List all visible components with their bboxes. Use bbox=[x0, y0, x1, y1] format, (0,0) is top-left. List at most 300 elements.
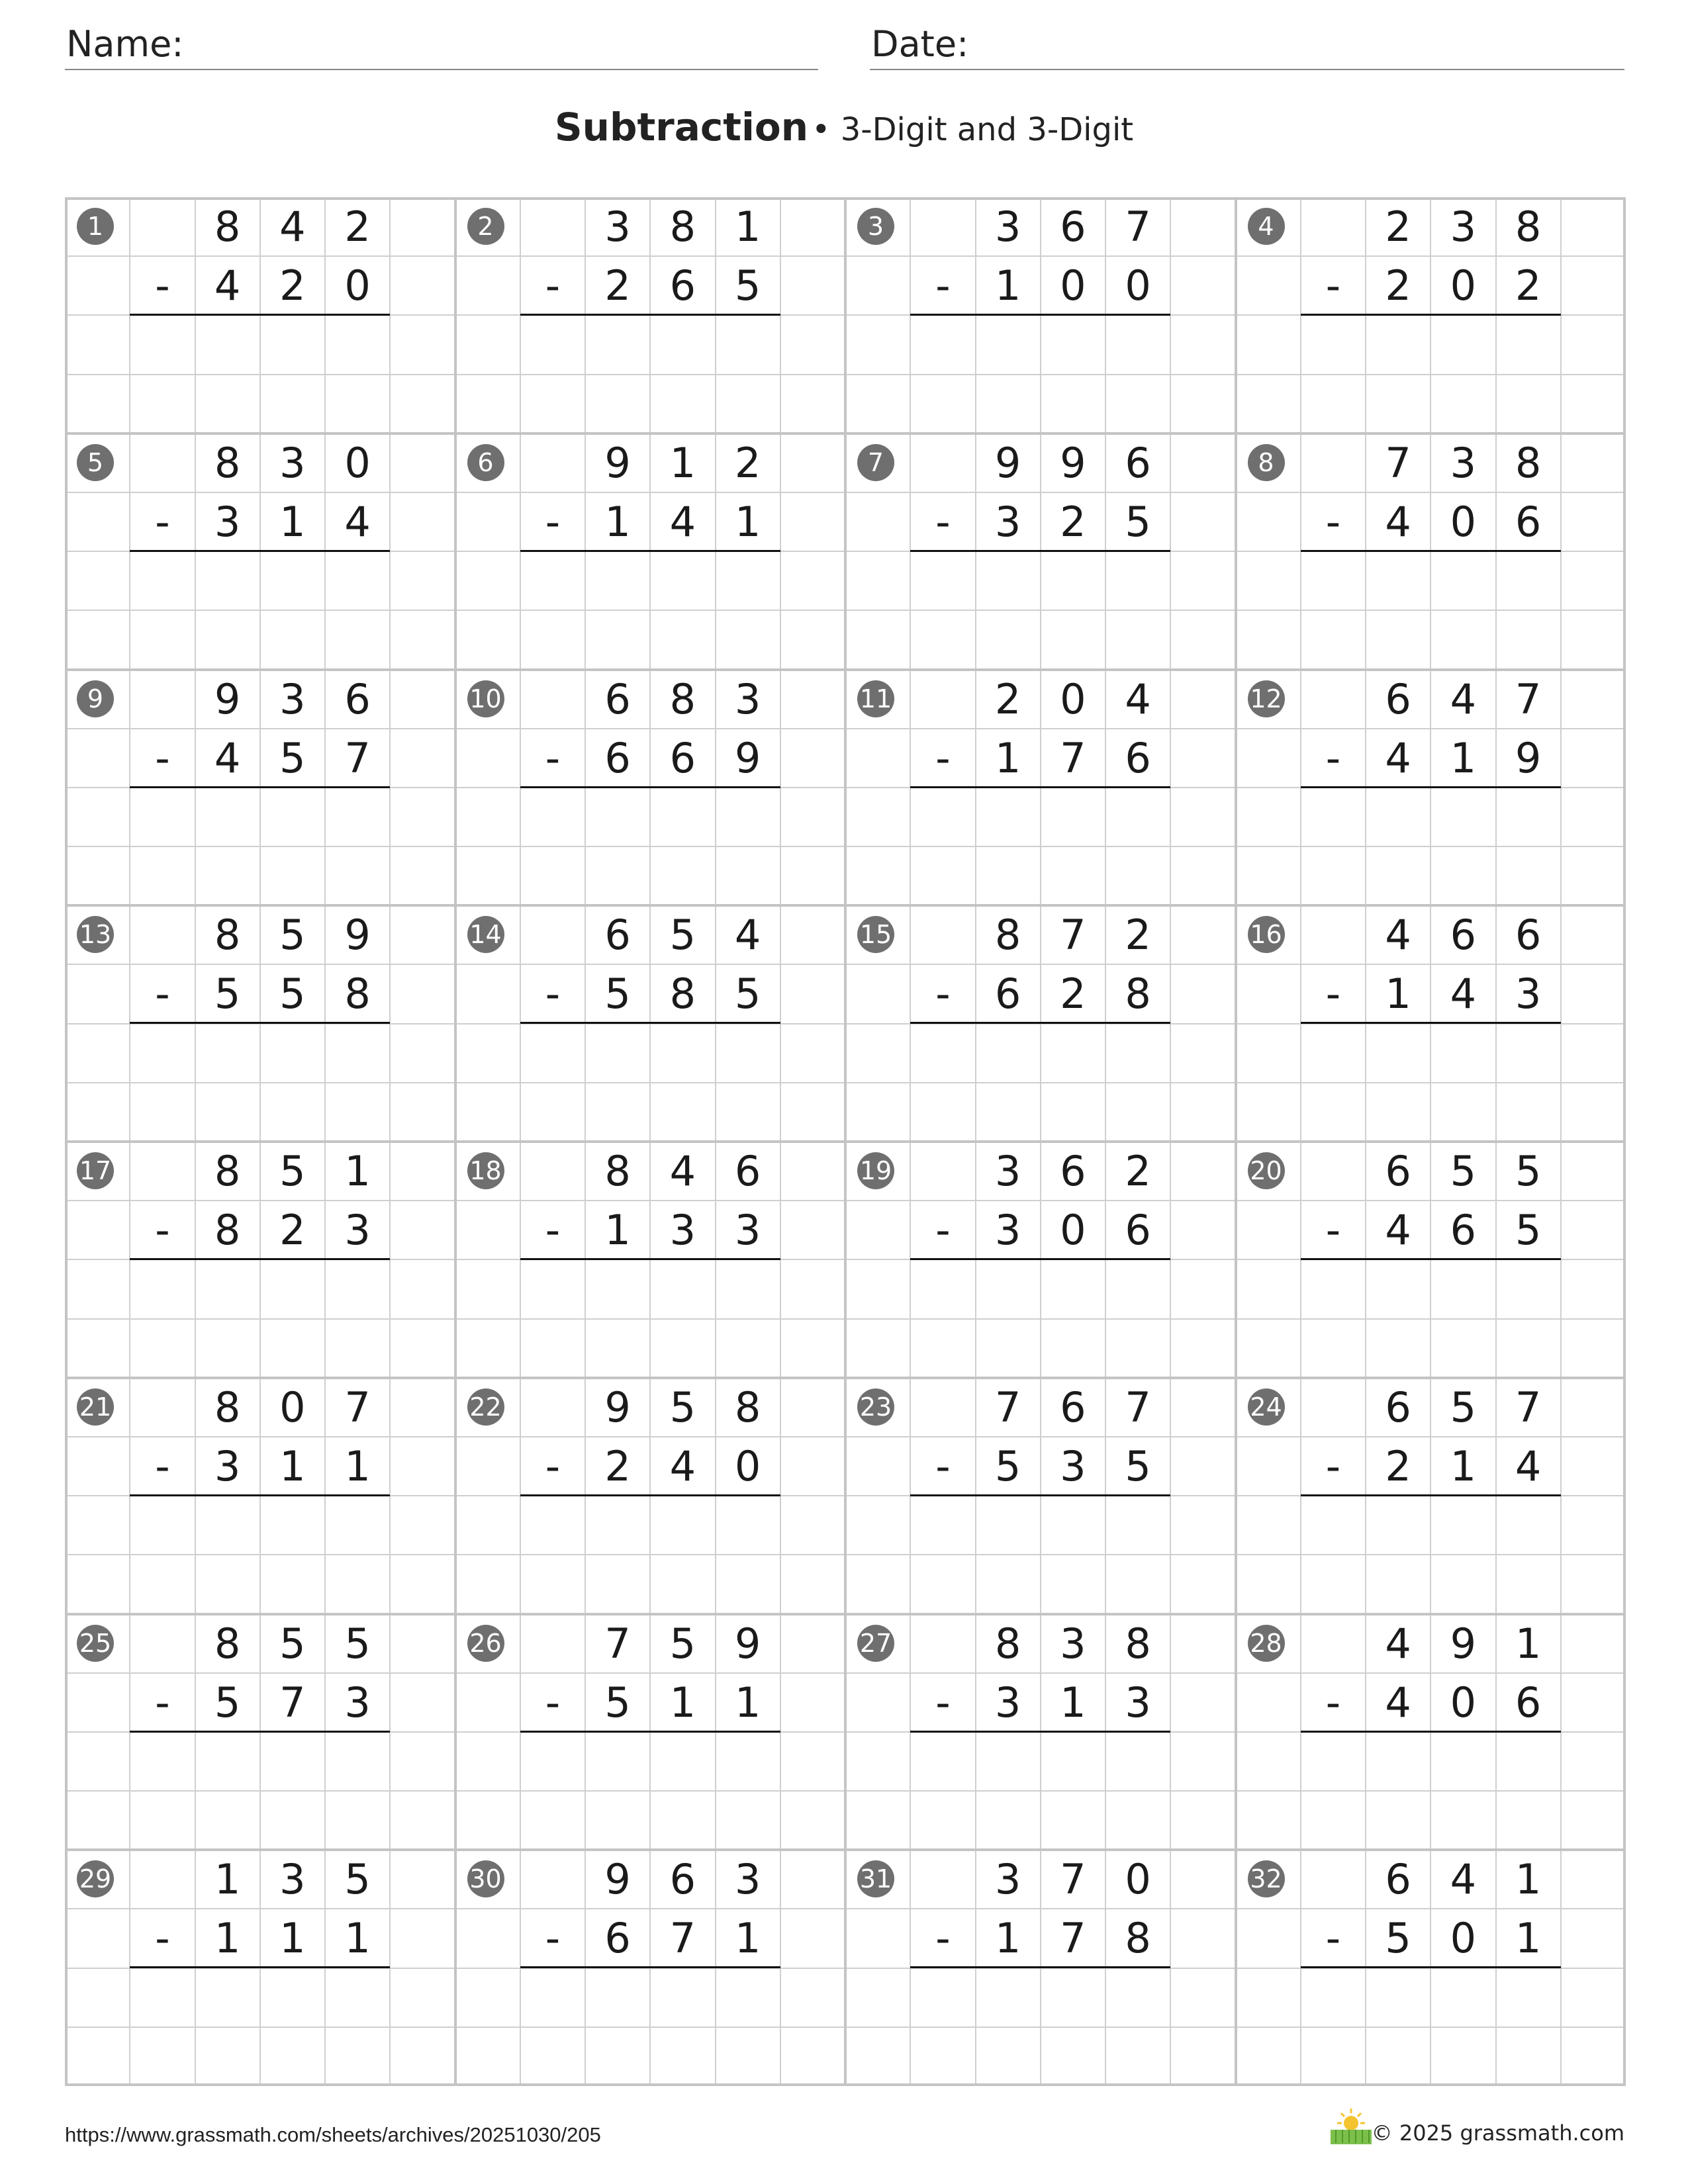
date-label: Date: bbox=[871, 23, 969, 65]
subtrahend-digit: 5 bbox=[734, 970, 761, 1019]
answer-area[interactable] bbox=[1301, 788, 1561, 905]
subtrahend-digit: 3 bbox=[344, 1206, 371, 1255]
subtrahend-digit: 6 bbox=[994, 970, 1021, 1019]
answer-area[interactable] bbox=[520, 315, 780, 433]
problem-19 bbox=[845, 1142, 1236, 1378]
answer-area[interactable] bbox=[130, 551, 390, 669]
minuend-digit: 6 bbox=[1060, 203, 1086, 251]
subtrahend-digit: 0 bbox=[1125, 261, 1151, 310]
answer-area[interactable] bbox=[130, 1732, 390, 1850]
minuend-digit: 8 bbox=[604, 1147, 631, 1195]
subtrahend-digit: 2 bbox=[1060, 970, 1086, 1019]
minuend-digit: 6 bbox=[734, 1147, 761, 1195]
problem-number-badge: 14 bbox=[467, 916, 504, 953]
problem-16 bbox=[1236, 905, 1626, 1142]
problem-22 bbox=[455, 1378, 846, 1614]
problem-24 bbox=[1236, 1378, 1626, 1614]
subtrahend-digit: 8 bbox=[344, 970, 371, 1019]
problem-number-badge: 25 bbox=[77, 1625, 114, 1662]
name-label: Name: bbox=[66, 23, 184, 65]
worksheet-title bbox=[0, 105, 1688, 150]
subtrahend-digit: 8 bbox=[1125, 1914, 1151, 1963]
minuend-digit: 8 bbox=[1515, 203, 1542, 251]
answer-area[interactable] bbox=[520, 1259, 780, 1377]
minuend-digit: 6 bbox=[669, 1855, 696, 1904]
minus-sign: - bbox=[155, 970, 170, 1019]
minuend-digit: 7 bbox=[1060, 1855, 1086, 1904]
subtrahend-digit: 6 bbox=[669, 733, 696, 782]
subtrahend-digit: 4 bbox=[1450, 970, 1477, 1019]
answer-area[interactable] bbox=[910, 1496, 1170, 1614]
minuend-digit: 5 bbox=[344, 1855, 371, 1904]
answer-area[interactable] bbox=[520, 1496, 780, 1614]
minuend-digit: 9 bbox=[214, 674, 241, 723]
problem-number-badge: 2 bbox=[467, 208, 504, 245]
minuend-digit: 9 bbox=[604, 438, 631, 487]
answer-area[interactable] bbox=[520, 788, 780, 905]
minuend-digit: 5 bbox=[1515, 1147, 1542, 1195]
minuend-digit: 8 bbox=[214, 438, 241, 487]
minuend-digit: 6 bbox=[604, 911, 631, 960]
minuend-digit: 0 bbox=[279, 1383, 306, 1432]
minuend-digit: 9 bbox=[604, 1383, 631, 1432]
minuend-digit: 6 bbox=[1450, 911, 1477, 960]
subtrahend-digit: 6 bbox=[1515, 497, 1542, 546]
answer-area[interactable] bbox=[1301, 315, 1561, 433]
problem-number-badge: 27 bbox=[857, 1625, 894, 1662]
minus-sign: - bbox=[935, 1678, 951, 1727]
answer-area[interactable] bbox=[1301, 1732, 1561, 1850]
problem-4 bbox=[1236, 197, 1626, 433]
minuend-digit: 8 bbox=[669, 203, 696, 251]
minuend-digit: 9 bbox=[604, 1855, 631, 1904]
minuend-digit: 9 bbox=[1060, 438, 1086, 487]
subtrahend-digit: 0 bbox=[1450, 1678, 1477, 1727]
problem-number-badge: 31 bbox=[857, 1860, 894, 1897]
problem-14 bbox=[455, 905, 846, 1142]
subtrahend-digit: 0 bbox=[344, 261, 371, 310]
problem-23 bbox=[845, 1378, 1236, 1614]
problem-number-badge: 8 bbox=[1248, 444, 1285, 481]
minuend-digit: 8 bbox=[214, 1147, 241, 1195]
subtrahend-digit: 8 bbox=[214, 1206, 241, 1255]
subtrahend-digit: 2 bbox=[1385, 261, 1411, 310]
minuend-digit: 8 bbox=[669, 674, 696, 723]
problem-29 bbox=[65, 1850, 455, 2086]
minuend-digit: 3 bbox=[734, 674, 761, 723]
answer-area[interactable] bbox=[910, 1732, 1170, 1850]
problem-number-badge: 15 bbox=[857, 916, 894, 953]
grass-sun-logo-icon bbox=[1328, 2106, 1374, 2146]
problem-2 bbox=[455, 197, 846, 433]
minuend-digit: 6 bbox=[1385, 1147, 1411, 1195]
minus-sign: - bbox=[155, 1206, 170, 1255]
answer-area[interactable] bbox=[130, 315, 390, 433]
subtrahend-digit: 4 bbox=[1385, 1206, 1411, 1255]
subtrahend-digit: 0 bbox=[1450, 1914, 1477, 1963]
minuend-digit: 1 bbox=[344, 1147, 371, 1195]
subtrahend-digit: 3 bbox=[1125, 1678, 1151, 1727]
minus-sign: - bbox=[935, 261, 951, 310]
minus-sign: - bbox=[935, 1914, 951, 1963]
subtrahend-digit: 2 bbox=[1385, 1441, 1411, 1490]
minuend-digit: 1 bbox=[734, 203, 761, 251]
minus-sign: - bbox=[935, 1206, 951, 1255]
problem-18 bbox=[455, 1142, 846, 1378]
minuend-digit: 5 bbox=[279, 1147, 306, 1195]
subtrahend-digit: 3 bbox=[344, 1678, 371, 1727]
minuend-digit: 1 bbox=[214, 1855, 241, 1904]
subtrahend-digit: 6 bbox=[1450, 1206, 1477, 1255]
subtrahend-digit: 0 bbox=[1060, 261, 1086, 310]
subtrahend-digit: 7 bbox=[344, 733, 371, 782]
subtrahend-digit: 5 bbox=[279, 733, 306, 782]
minuend-digit: 8 bbox=[994, 911, 1021, 960]
minus-sign: - bbox=[935, 733, 951, 782]
minuend-digit: 3 bbox=[994, 1855, 1021, 1904]
answer-area[interactable] bbox=[130, 1496, 390, 1614]
minus-sign: - bbox=[155, 1678, 170, 1727]
subtrahend-digit: 0 bbox=[734, 1441, 761, 1490]
problem-3 bbox=[845, 197, 1236, 433]
problem-number-badge: 7 bbox=[857, 444, 894, 481]
problem-11 bbox=[845, 670, 1236, 906]
minuend-digit: 9 bbox=[734, 1619, 761, 1668]
minuend-digit: 7 bbox=[1385, 438, 1411, 487]
subtrahend-digit: 5 bbox=[604, 970, 631, 1019]
subtrahend-digit: 1 bbox=[344, 1441, 371, 1490]
minuend-digit: 1 bbox=[669, 438, 696, 487]
problem-number-badge: 30 bbox=[467, 1860, 504, 1897]
subtrahend-digit: 3 bbox=[994, 497, 1021, 546]
problem-6 bbox=[455, 433, 846, 670]
minus-sign: - bbox=[1325, 1206, 1341, 1255]
minuend-digit: 9 bbox=[344, 911, 371, 960]
minus-sign: - bbox=[935, 497, 951, 546]
subtrahend-digit: 1 bbox=[1515, 1914, 1542, 1963]
subtrahend-digit: 2 bbox=[1060, 497, 1086, 546]
problem-number-badge: 26 bbox=[467, 1625, 504, 1662]
date-field[interactable] bbox=[870, 23, 1624, 70]
subtrahend-digit: 1 bbox=[1450, 1441, 1477, 1490]
minus-sign: - bbox=[545, 497, 561, 546]
minuend-digit: 6 bbox=[1385, 674, 1411, 723]
subtrahend-digit: 3 bbox=[994, 1206, 1021, 1255]
problem-10 bbox=[455, 670, 846, 906]
subtrahend-digit: 1 bbox=[994, 261, 1021, 310]
subtrahend-digit: 3 bbox=[1515, 970, 1542, 1019]
footer-copyright: © 2025 grassmath.com bbox=[1371, 2120, 1624, 2146]
subtrahend-digit: 2 bbox=[604, 1441, 631, 1490]
minuend-digit: 5 bbox=[1450, 1147, 1477, 1195]
problem-1 bbox=[65, 197, 455, 433]
problem-number-badge: 3 bbox=[857, 208, 894, 245]
problem-9 bbox=[65, 670, 455, 906]
problem-28 bbox=[1236, 1614, 1626, 1850]
problem-25 bbox=[65, 1614, 455, 1850]
answer-area[interactable] bbox=[910, 1259, 1170, 1377]
minuend-digit: 7 bbox=[1125, 203, 1151, 251]
subtrahend-digit: 4 bbox=[1385, 1678, 1411, 1727]
problem-12 bbox=[1236, 670, 1626, 906]
answer-area[interactable] bbox=[910, 1968, 1170, 2086]
subtrahend-digit: 5 bbox=[1125, 497, 1151, 546]
subtrahend-digit: 2 bbox=[1515, 261, 1542, 310]
answer-area[interactable] bbox=[520, 1732, 780, 1850]
subtrahend-digit: 2 bbox=[604, 261, 631, 310]
minuend-digit: 8 bbox=[1515, 438, 1542, 487]
problem-20 bbox=[1236, 1142, 1626, 1378]
minuend-digit: 4 bbox=[734, 911, 761, 960]
minuend-digit: 6 bbox=[1060, 1147, 1086, 1195]
subtrahend-digit: 3 bbox=[734, 1206, 761, 1255]
problem-5 bbox=[65, 433, 455, 670]
subtrahend-digit: 4 bbox=[1385, 497, 1411, 546]
problem-26 bbox=[455, 1614, 846, 1850]
subtrahend-digit: 1 bbox=[1385, 970, 1411, 1019]
subtrahend-digit: 5 bbox=[604, 1678, 631, 1727]
minus-sign: - bbox=[935, 1441, 951, 1490]
problem-number-badge: 18 bbox=[467, 1152, 504, 1189]
problem-number-badge: 29 bbox=[77, 1860, 114, 1897]
answer-area[interactable] bbox=[1301, 1496, 1561, 1614]
minus-sign: - bbox=[1325, 1914, 1341, 1963]
minuend-digit: 5 bbox=[669, 911, 696, 960]
minuend-digit: 3 bbox=[1450, 203, 1477, 251]
subtrahend-digit: 7 bbox=[1060, 733, 1086, 782]
minuend-digit: 3 bbox=[734, 1855, 761, 1904]
subtrahend-digit: 1 bbox=[734, 1914, 761, 1963]
answer-area[interactable] bbox=[910, 315, 1170, 433]
minuend-digit: 1 bbox=[1515, 1619, 1542, 1668]
minuend-digit: 5 bbox=[1450, 1383, 1477, 1432]
answer-area[interactable] bbox=[910, 551, 1170, 669]
minuend-digit: 4 bbox=[279, 203, 306, 251]
minuend-digit: 3 bbox=[279, 1855, 306, 1904]
subtrahend-digit: 5 bbox=[734, 261, 761, 310]
subtrahend-digit: 8 bbox=[1125, 970, 1151, 1019]
minuend-digit: 7 bbox=[1515, 674, 1542, 723]
subtrahend-digit: 4 bbox=[214, 261, 241, 310]
minuend-digit: 6 bbox=[1125, 438, 1151, 487]
minuend-digit: 3 bbox=[604, 203, 631, 251]
minuend-digit: 8 bbox=[214, 1619, 241, 1668]
minus-sign: - bbox=[1325, 970, 1341, 1019]
minuend-digit: 2 bbox=[1125, 911, 1151, 960]
subtrahend-digit: 4 bbox=[1385, 733, 1411, 782]
answer-area[interactable] bbox=[1301, 551, 1561, 669]
subtrahend-digit: 1 bbox=[994, 1914, 1021, 1963]
subtrahend-digit: 1 bbox=[279, 1441, 306, 1490]
name-field[interactable] bbox=[65, 23, 818, 70]
minuend-digit: 0 bbox=[1125, 1855, 1151, 1904]
subtrahend-digit: 6 bbox=[604, 1914, 631, 1963]
problem-grid bbox=[65, 197, 1626, 2086]
subtrahend-digit: 1 bbox=[604, 497, 631, 546]
minuend-digit: 3 bbox=[994, 1147, 1021, 1195]
problem-number-badge: 19 bbox=[857, 1152, 894, 1189]
minus-sign: - bbox=[545, 1678, 561, 1727]
minuend-digit: 5 bbox=[669, 1619, 696, 1668]
minuend-digit: 3 bbox=[1060, 1619, 1086, 1668]
subtrahend-digit: 4 bbox=[669, 497, 696, 546]
subtrahend-digit: 3 bbox=[669, 1206, 696, 1255]
answer-area[interactable] bbox=[910, 1024, 1170, 1142]
problem-number-badge: 13 bbox=[77, 916, 114, 953]
answer-area[interactable] bbox=[520, 1968, 780, 2086]
problem-number-badge: 23 bbox=[857, 1388, 894, 1426]
minus-sign: - bbox=[545, 261, 561, 310]
subtrahend-digit: 3 bbox=[214, 1441, 241, 1490]
answer-area[interactable] bbox=[910, 788, 1170, 905]
minuend-digit: 8 bbox=[214, 203, 241, 251]
answer-area[interactable] bbox=[520, 551, 780, 669]
minus-sign: - bbox=[1325, 733, 1341, 782]
problem-number-badge: 6 bbox=[467, 444, 504, 481]
minuend-digit: 2 bbox=[734, 438, 761, 487]
subtrahend-digit: 5 bbox=[1385, 1914, 1411, 1963]
problem-number-badge: 11 bbox=[857, 680, 894, 717]
problem-27 bbox=[845, 1614, 1236, 1850]
minuend-digit: 2 bbox=[344, 203, 371, 251]
problem-number-badge: 9 bbox=[77, 680, 114, 717]
minuend-digit: 4 bbox=[1385, 1619, 1411, 1668]
problem-number-badge: 24 bbox=[1248, 1388, 1285, 1426]
subtrahend-digit: 1 bbox=[1450, 733, 1477, 782]
problem-number-badge: 16 bbox=[1248, 916, 1285, 953]
minus-sign: - bbox=[1325, 497, 1341, 546]
problem-30 bbox=[455, 1850, 846, 2086]
minuend-digit: 8 bbox=[214, 911, 241, 960]
minuend-digit: 6 bbox=[1060, 1383, 1086, 1432]
minuend-digit: 3 bbox=[279, 674, 306, 723]
subtrahend-digit: 5 bbox=[214, 1678, 241, 1727]
minuend-digit: 7 bbox=[604, 1619, 631, 1668]
minus-sign: - bbox=[545, 1914, 561, 1963]
problem-32 bbox=[1236, 1850, 1626, 2086]
problem-number-badge: 22 bbox=[467, 1388, 504, 1426]
minus-sign: - bbox=[545, 733, 561, 782]
minuend-digit: 6 bbox=[1515, 911, 1542, 960]
subtrahend-digit: 1 bbox=[279, 497, 306, 546]
minus-sign: - bbox=[155, 733, 170, 782]
answer-area[interactable] bbox=[1301, 1968, 1561, 2086]
minuend-digit: 8 bbox=[994, 1619, 1021, 1668]
subtrahend-digit: 1 bbox=[604, 1206, 631, 1255]
problem-number-badge: 10 bbox=[467, 680, 504, 717]
problem-number-badge: 17 bbox=[77, 1152, 114, 1189]
answer-area[interactable] bbox=[1301, 1259, 1561, 1377]
subtrahend-digit: 5 bbox=[214, 970, 241, 1019]
subtrahend-digit: 6 bbox=[1125, 733, 1151, 782]
answer-area[interactable] bbox=[130, 1259, 390, 1377]
subtrahend-digit: 1 bbox=[669, 1678, 696, 1727]
problem-8 bbox=[1236, 433, 1626, 670]
problem-number-badge: 4 bbox=[1248, 208, 1285, 245]
minus-sign: - bbox=[545, 1441, 561, 1490]
subtrahend-digit: 1 bbox=[1060, 1678, 1086, 1727]
subtrahend-digit: 6 bbox=[1125, 1206, 1151, 1255]
subtrahend-digit: 7 bbox=[1060, 1914, 1086, 1963]
minuend-digit: 3 bbox=[994, 203, 1021, 251]
subtrahend-digit: 0 bbox=[1060, 1206, 1086, 1255]
minuend-digit: 7 bbox=[994, 1383, 1021, 1432]
minus-sign: - bbox=[1325, 261, 1341, 310]
title-subtitle: • 3-Digit and 3-Digit bbox=[812, 111, 1134, 148]
problem-number-badge: 20 bbox=[1248, 1152, 1285, 1189]
problem-number-badge: 32 bbox=[1248, 1860, 1285, 1897]
problem-17 bbox=[65, 1142, 455, 1378]
subtrahend-digit: 2 bbox=[279, 261, 306, 310]
subtrahend-digit: 9 bbox=[734, 733, 761, 782]
problem-15 bbox=[845, 905, 1236, 1142]
problem-13 bbox=[65, 905, 455, 1142]
minus-sign: - bbox=[1325, 1678, 1341, 1727]
minuend-digit: 2 bbox=[1125, 1147, 1151, 1195]
problem-31 bbox=[845, 1850, 1236, 2086]
minus-sign: - bbox=[155, 1441, 170, 1490]
minuend-digit: 6 bbox=[1385, 1855, 1411, 1904]
minuend-digit: 5 bbox=[279, 911, 306, 960]
subtrahend-digit: 1 bbox=[279, 1914, 306, 1963]
answer-area[interactable] bbox=[130, 1024, 390, 1142]
subtrahend-digit: 0 bbox=[1450, 261, 1477, 310]
problem-number-badge: 21 bbox=[77, 1388, 114, 1426]
subtrahend-digit: 6 bbox=[604, 733, 631, 782]
minuend-digit: 3 bbox=[279, 438, 306, 487]
subtrahend-digit: 3 bbox=[1060, 1441, 1086, 1490]
minuend-digit: 1 bbox=[1515, 1855, 1542, 1904]
minus-sign: - bbox=[545, 970, 561, 1019]
answer-area[interactable] bbox=[1301, 1024, 1561, 1142]
minuend-digit: 6 bbox=[604, 674, 631, 723]
answer-area[interactable] bbox=[130, 788, 390, 905]
minuend-digit: 8 bbox=[1125, 1619, 1151, 1668]
answer-area[interactable] bbox=[130, 1968, 390, 2086]
subtrahend-digit: 1 bbox=[734, 1678, 761, 1727]
minuend-digit: 5 bbox=[669, 1383, 696, 1432]
minuend-digit: 4 bbox=[1450, 1855, 1477, 1904]
subtrahend-digit: 7 bbox=[279, 1678, 306, 1727]
subtrahend-digit: 1 bbox=[734, 497, 761, 546]
minuend-digit: 6 bbox=[344, 674, 371, 723]
problem-number-badge: 1 bbox=[77, 208, 114, 245]
minuend-digit: 7 bbox=[1515, 1383, 1542, 1432]
subtrahend-digit: 5 bbox=[1125, 1441, 1151, 1490]
minus-sign: - bbox=[155, 497, 170, 546]
subtrahend-digit: 4 bbox=[669, 1441, 696, 1490]
subtrahend-digit: 8 bbox=[669, 970, 696, 1019]
subtrahend-digit: 5 bbox=[1515, 1206, 1542, 1255]
subtrahend-digit: 6 bbox=[1515, 1678, 1542, 1727]
problem-7 bbox=[845, 433, 1236, 670]
minus-sign: - bbox=[155, 1914, 170, 1963]
subtrahend-digit: 9 bbox=[1515, 733, 1542, 782]
problem-21 bbox=[65, 1378, 455, 1614]
subtrahend-digit: 5 bbox=[279, 970, 306, 1019]
minuend-digit: 4 bbox=[1450, 674, 1477, 723]
subtrahend-digit: 6 bbox=[669, 261, 696, 310]
subtrahend-digit: 3 bbox=[214, 497, 241, 546]
subtrahend-digit: 4 bbox=[344, 497, 371, 546]
answer-area[interactable] bbox=[520, 1024, 780, 1142]
title-main: Subtraction bbox=[554, 105, 809, 150]
subtrahend-digit: 1 bbox=[344, 1914, 371, 1963]
problem-number-badge: 5 bbox=[77, 444, 114, 481]
minus-sign: - bbox=[1325, 1441, 1341, 1490]
subtrahend-digit: 7 bbox=[669, 1914, 696, 1963]
minuend-digit: 5 bbox=[344, 1619, 371, 1668]
